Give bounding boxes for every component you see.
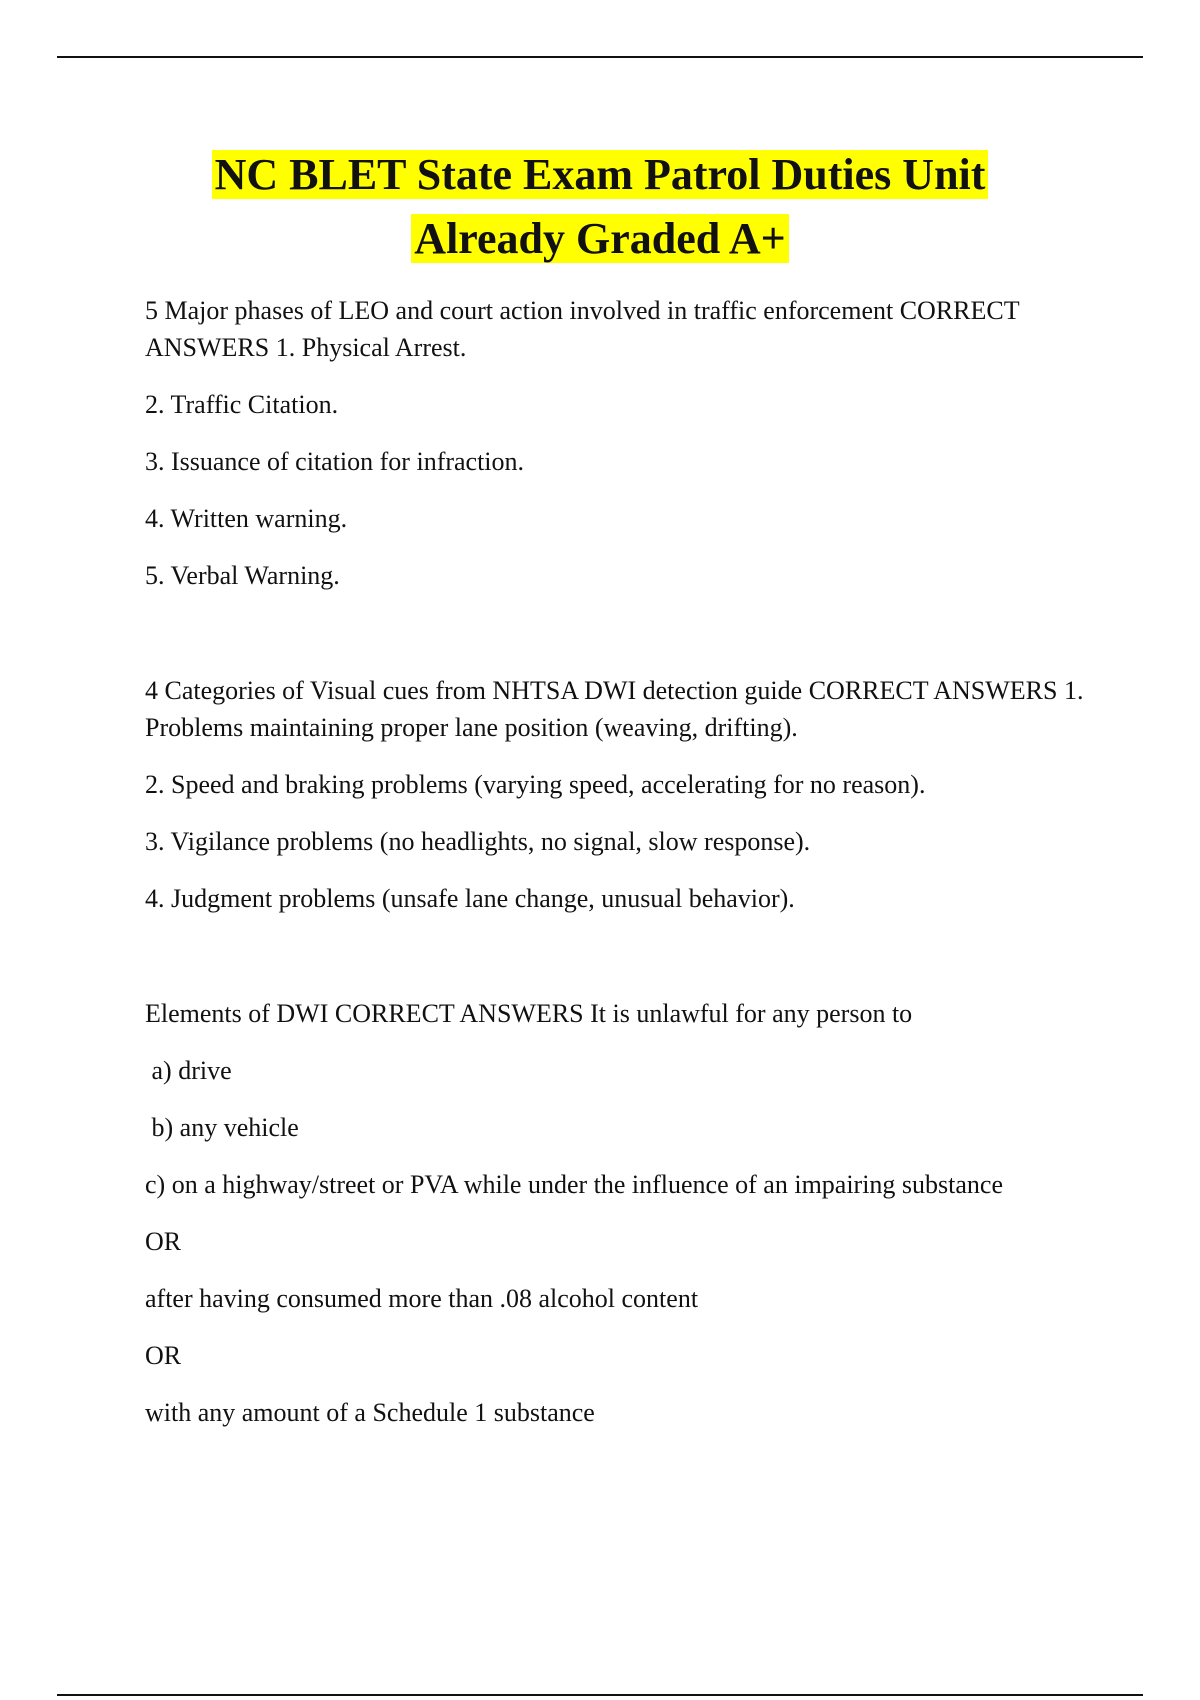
answer-item: OR [145, 1227, 182, 1256]
answer-item: 3. Vigilance problems (no headlights, no signal, slow response). [145, 827, 811, 856]
section-traffic-enforcement-phases [145, 292, 1105, 594]
answer-item: 5. Verbal Warning. [145, 561, 340, 590]
answer-item: b) any vehicle [145, 1113, 299, 1142]
answer-item: 4. Written warning. [145, 504, 348, 533]
answer-item: OR [145, 1341, 182, 1370]
page-title [0, 143, 1200, 271]
section-spacer [145, 614, 1105, 672]
title-line-1: NC BLET State Exam Patrol Duties Unit [212, 150, 989, 199]
answer-item: 4. Judgment problems (unsafe lane change, unusual behavior). [145, 884, 795, 913]
question-text: Elements of DWI CORRECT ANSWERS It is unlawful for any person to [145, 999, 913, 1028]
top-rule [57, 56, 1143, 58]
section-dwi-elements [145, 995, 1105, 1431]
question-text: 4 Categories of Visual cues from NHTSA DWI detection guide CORRECT ANSWERS 1. Problems maintaining proper lane position (weaving, drifting). [145, 676, 1090, 742]
bottom-rule [57, 1694, 1143, 1696]
answer-item: after having consumed more than .08 alcohol content [145, 1284, 699, 1313]
answer-item: a) drive [145, 1056, 232, 1085]
answer-item: with any amount of a Schedule 1 substance [145, 1398, 595, 1427]
question-text: 5 Major phases of LEO and court action involved in traffic enforcement CORRECT ANSWERS 1. Physical Arrest. [145, 296, 1025, 362]
title-line-2: Already Graded A+ [411, 214, 788, 263]
section-visual-cues [145, 672, 1105, 917]
answer-item: 3. Issuance of citation for infraction. [145, 447, 525, 476]
answer-item: 2. Traffic Citation. [145, 390, 339, 419]
answer-item: c) on a highway/street or PVA while under the influence of an impairing substance [145, 1170, 1004, 1199]
section-spacer [145, 937, 1105, 995]
document-body [145, 292, 1105, 1451]
answer-item: 2. Speed and braking problems (varying speed, accelerating for no reason). [145, 770, 926, 799]
